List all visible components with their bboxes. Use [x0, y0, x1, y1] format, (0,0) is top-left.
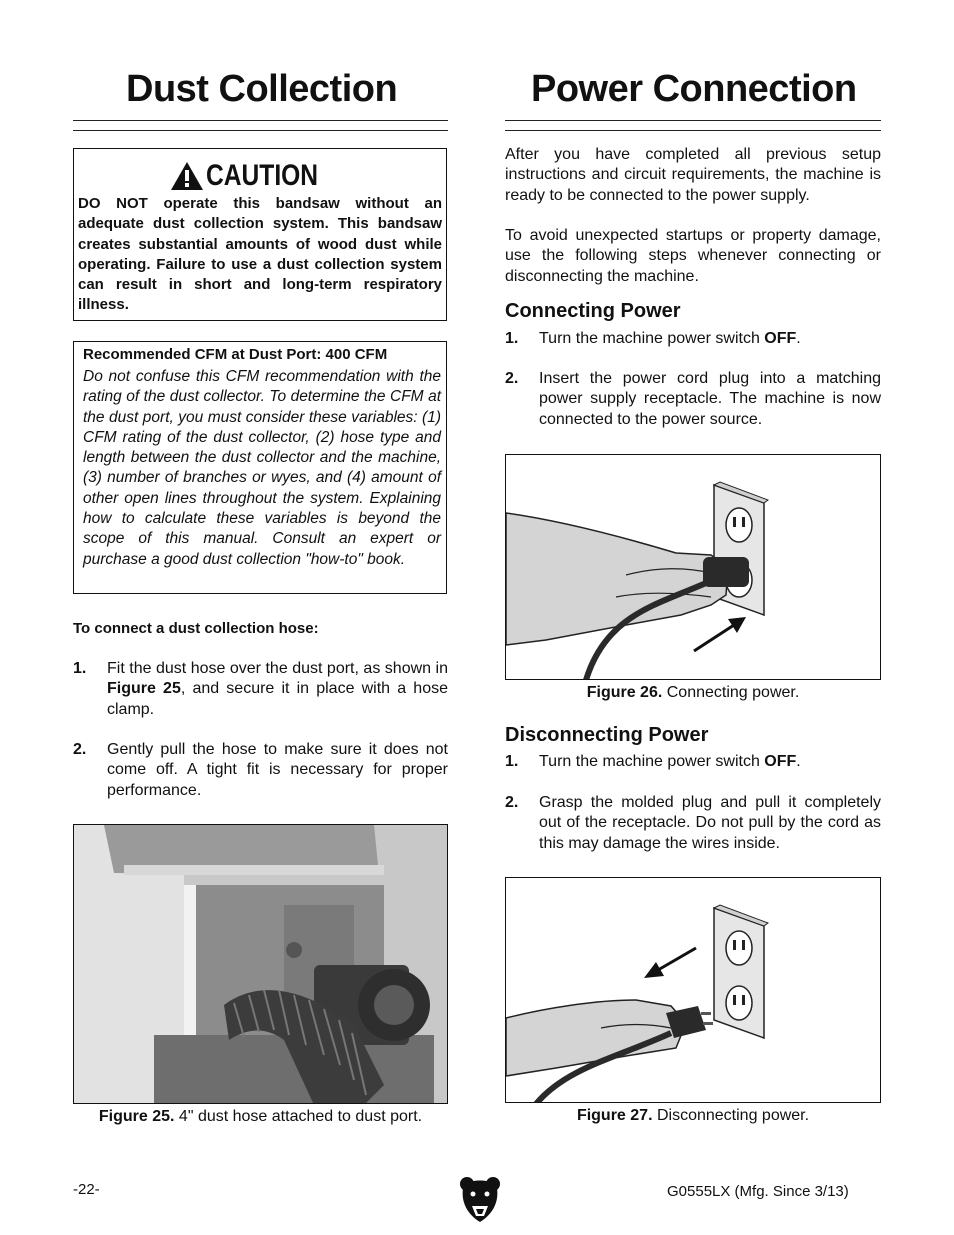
- figure-reference: Figure 25: [107, 680, 181, 698]
- step-number: 1.: [73, 660, 87, 677]
- caution-box: [73, 148, 447, 321]
- step-number: 1.: [505, 753, 519, 770]
- step-number: 2.: [73, 741, 87, 758]
- caution-label: CAUTION: [206, 159, 319, 192]
- step-number: 2.: [505, 794, 519, 811]
- bear-logo-icon: [459, 1176, 501, 1224]
- step-text: Grasp the molded plug and pull it completely out of the receptacle. Do not pull by the cord as this may damage the wires inside.: [539, 794, 881, 852]
- step-text: Turn the machine power switch OFF.: [539, 330, 801, 347]
- procedure-title: To connect a dust collection hose:: [73, 620, 319, 637]
- disconnecting-plug-illustration: [506, 878, 881, 1103]
- caution-header: [170, 159, 343, 193]
- power-connection-title: Power Connection: [531, 68, 857, 110]
- cfm-text: Do not confuse this CFM recommendation with the rating of the dust collector. To determine the CFM at the dust port, you must consider these variables: (1) CFM rating of the dust collector, (2) hose type and length between the dust collector and the machine, (3) number of branches or wyes, and (4) amount of other open lines throughout the system. Explaining how to calculate these variables is beyond the scope of this manual. Consult an expert or purchase a good dust collection "how-to" book.: [83, 368, 441, 568]
- title-rule-top: [73, 120, 448, 121]
- figure-26-image: [505, 454, 881, 680]
- dust-collection-title: Dust Collection: [126, 68, 398, 110]
- figure-27-image: [505, 877, 881, 1103]
- connecting-plug-illustration: [506, 455, 881, 680]
- title-rule-bottom: [505, 130, 881, 131]
- disconnecting-power-heading: Disconnecting Power: [505, 724, 709, 746]
- caution-text: DO NOT operate this bandsaw without an adequate dust collection system. This bandsaw creates substantial amounts of wood dust while operating. Failure to use a dust collection system can result in short and long-term respiratory illness.: [78, 195, 442, 314]
- warning-triangle-icon: [170, 161, 204, 191]
- step-number: 1.: [505, 330, 519, 347]
- bandsaw-dust-hose-illustration: [74, 825, 448, 1104]
- figure-25-caption: Figure 25. 4" dust hose attached to dust port.: [98, 1108, 423, 1125]
- figure-26-caption: Figure 26. Connecting power.: [586, 684, 800, 701]
- step-text: Insert the power cord plug into a matching power supply receptacle. The machine is now connected to the power source.: [539, 370, 881, 428]
- title-rule-bottom: [73, 130, 448, 131]
- connecting-power-heading: Connecting Power: [505, 300, 681, 322]
- step-number: 2.: [505, 370, 519, 387]
- step-text: Turn the machine power switch OFF.: [539, 753, 801, 770]
- cfm-note-box: [73, 341, 447, 594]
- intro-paragraph-1: After you have completed all previous setup instructions and circuit requirements, the machine is ready to be connected to the power supply.: [505, 146, 881, 204]
- title-rule-top: [505, 120, 881, 121]
- step-text: Gently pull the hose to make sure it does not come off. A tight fit is necessary for proper performance.: [107, 741, 448, 799]
- figure-27-caption: Figure 27. Disconnecting power.: [576, 1107, 810, 1124]
- figure-25-image: [73, 824, 448, 1104]
- cfm-title: Recommended CFM at Dust Port: 400 CFM: [83, 346, 388, 363]
- page-number: -22-: [73, 1181, 100, 1198]
- intro-paragraph-2: To avoid unexpected startups or property damage, use the following steps whenever connecting or disconnecting the machine.: [505, 227, 881, 285]
- model-info: G0555LX (Mfg. Since 3/13): [667, 1183, 849, 1200]
- step-text: Fit the dust hose over the dust port, as shown in Figure 25, and secure it in place with a hose clamp.: [107, 660, 448, 718]
